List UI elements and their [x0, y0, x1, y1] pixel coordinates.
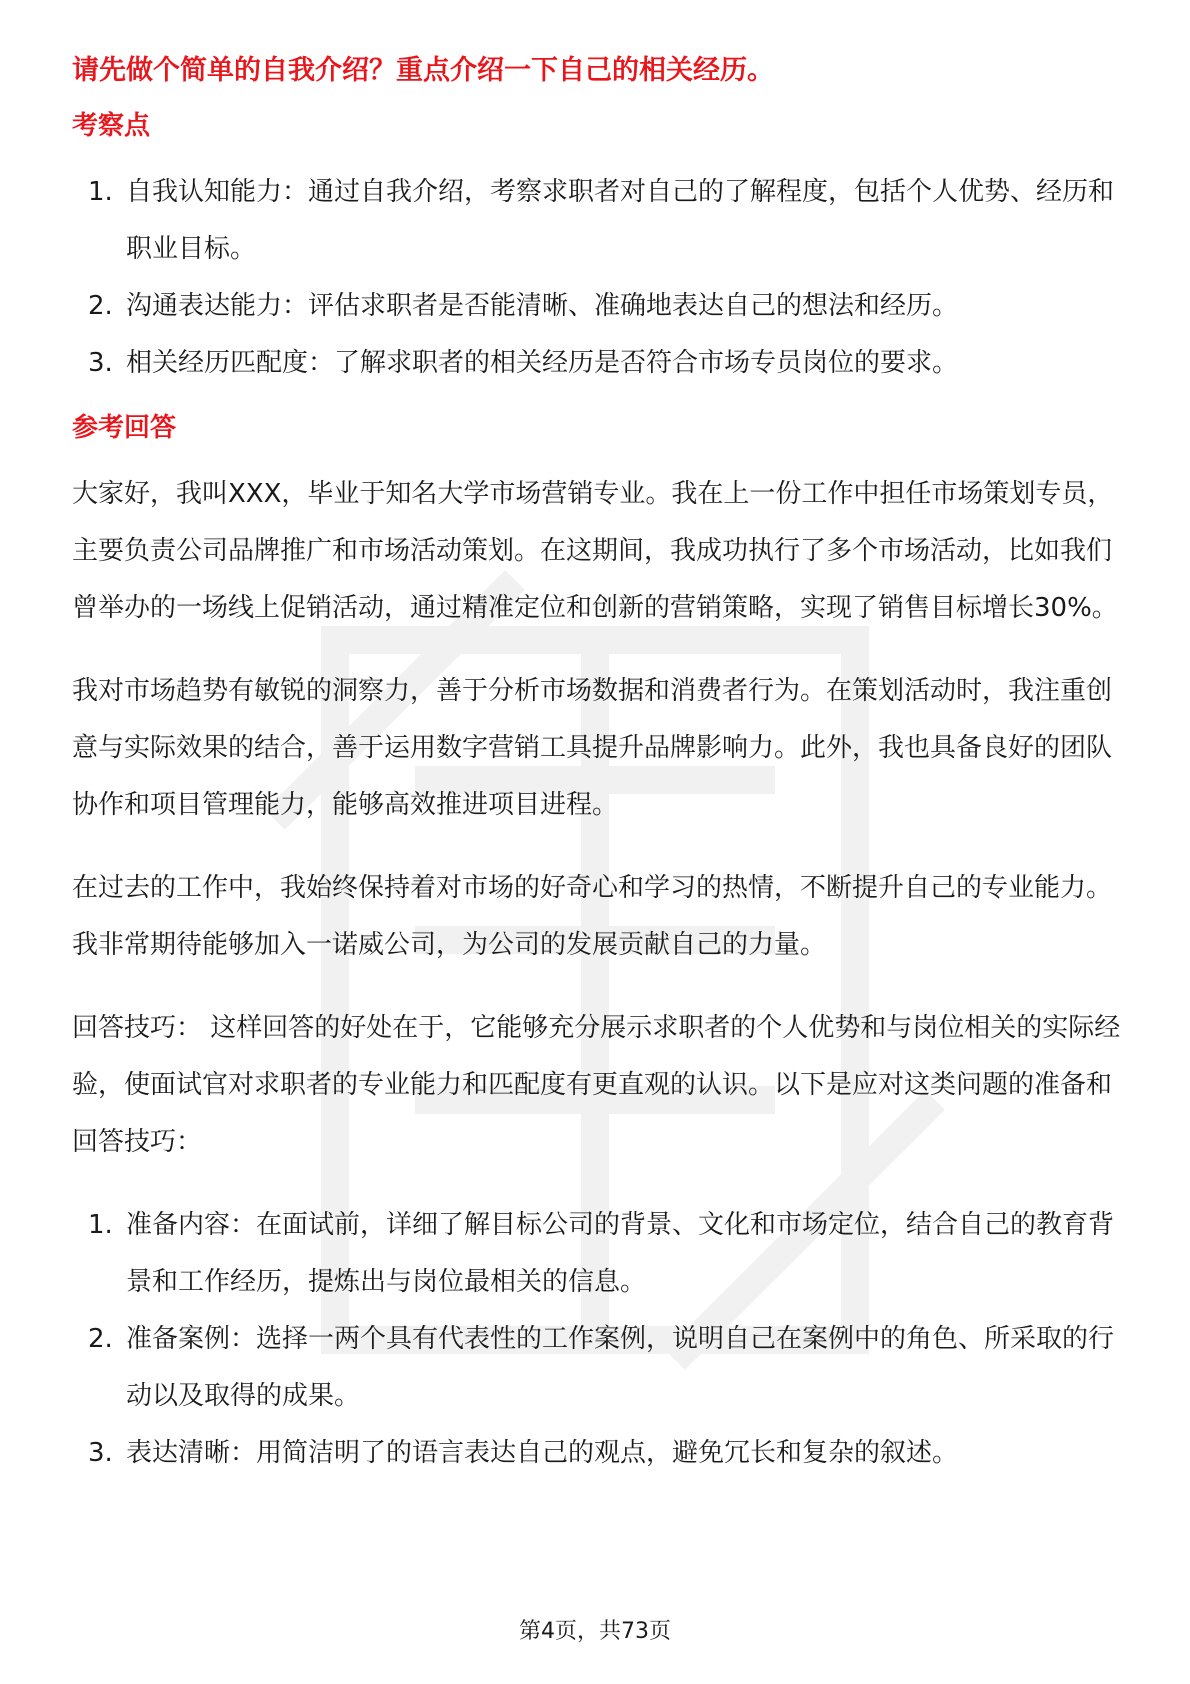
question-heading: 请先做个简单的自我介绍？重点介绍一下自己的相关经历。 — [72, 55, 774, 86]
assessment-list — [72, 164, 1122, 392]
list-item-text: 表达清晰：用简洁明了的语言表达自己的观点，避免冗长和复杂的叙述。 — [126, 1438, 959, 1468]
tips-intro-paragraph: 回答技巧： 这样回答的好处在于，它能够充分展示求职者的个人优势和与岗位相关的实际经验，使面试官对求职者的专业能力和匹配度有更直观的认识。以下是应对这类问题的准备和回答技巧： — [72, 1013, 1121, 1157]
list-item — [72, 1311, 1122, 1425]
list-number: 3. — [88, 348, 113, 378]
list-item — [72, 335, 1122, 392]
list-item — [72, 1425, 1122, 1482]
list-item-text: 准备内容：在面试前，详细了解目标公司的背景、文化和市场定位，结合自己的教育背景和工作经历，提炼出与岗位最相关的信息。 — [126, 1210, 1115, 1297]
assessment-title: 考察点 — [72, 111, 151, 141]
answer-paragraph: 大家好，我叫XXX，毕业于知名大学市场营销专业。我在上一份工作中担任市场策划专员，主要负责公司品牌推广和市场活动策划。在这期间，我成功执行了多个市场活动，比如我们曾举办的一场线上促销活动，通过精准定位和创新的营销策略，实现了销售目标增长30%。 — [72, 479, 1118, 623]
list-number: 1. — [88, 1210, 113, 1240]
page-footer: 第4页，共73页 — [519, 1619, 671, 1644]
list-item — [72, 1197, 1122, 1311]
main-content — [72, 50, 1122, 1482]
list-number: 2. — [88, 1324, 113, 1354]
list-item — [72, 278, 1122, 335]
list-item-text: 相关经历匹配度：了解求职者的相关经历是否符合市场专员岗位的要求。 — [126, 348, 959, 378]
list-item-text: 沟通表达能力：评估求职者是否能清晰、准确地表达自己的想法和经历。 — [126, 291, 959, 321]
list-number: 2. — [88, 291, 113, 321]
list-item-text: 自我认知能力：通过自我介绍，考察求职者对自己的了解程度，包括个人优势、经历和职业目标。 — [126, 177, 1115, 264]
list-number: 1. — [88, 177, 113, 207]
answer-paragraph: 我对市场趋势有敏锐的洞察力，善于分析市场数据和消费者行为。在策划活动时，我注重创意与实际效果的结合，善于运用数字营销工具提升品牌影响力。此外，我也具备良好的团队协作和项目管理能力，能够高效推进项目进程。 — [72, 676, 1113, 820]
list-item-text: 准备案例：选择一两个具有代表性的工作案例，说明自己在案例中的角色、所采取的行动以及取得的成果。 — [126, 1324, 1115, 1411]
list-number: 3. — [88, 1438, 113, 1468]
answer-paragraph: 在过去的工作中，我始终保持着对市场的好奇心和学习的热情，不断提升自己的专业能力。我非常期待能够加入一诺威公司，为公司的发展贡献自己的力量。 — [72, 873, 1113, 960]
tips-list — [72, 1197, 1122, 1482]
reference-title: 参考回答 — [72, 413, 177, 443]
list-item — [72, 164, 1122, 278]
